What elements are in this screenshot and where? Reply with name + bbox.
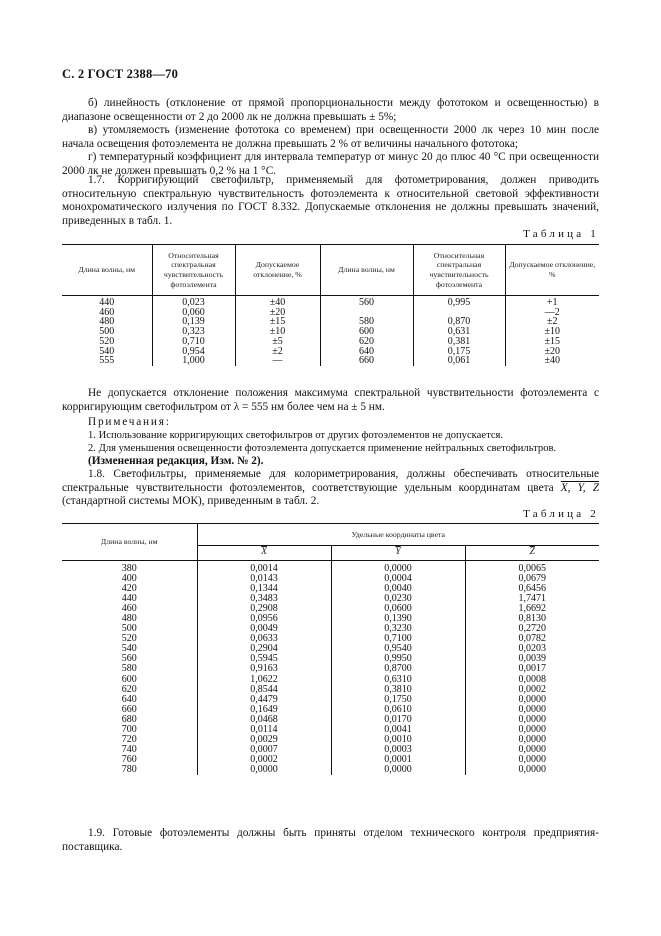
table-cell: 0,0143 bbox=[197, 574, 331, 584]
table-cell: 0,0010 bbox=[331, 735, 465, 745]
table-cell: 0,023 bbox=[152, 296, 235, 308]
table-cell: 440 bbox=[121, 593, 137, 605]
table-cell: 0,0000 bbox=[465, 745, 599, 755]
table-cell: 440 bbox=[99, 297, 115, 308]
table-cell: 0,3810 bbox=[331, 685, 465, 695]
table-cell: 0,0004 bbox=[331, 574, 465, 584]
table-cell: 0,9950 bbox=[331, 654, 465, 664]
table-cell: 0,0114 bbox=[197, 725, 331, 735]
table-row bbox=[62, 664, 599, 674]
table-cell: 0,0000 bbox=[197, 765, 331, 775]
page-header: С. 2 ГОСТ 2388—70 bbox=[62, 67, 179, 81]
table-row bbox=[62, 765, 599, 775]
table-cell: 1,7471 bbox=[465, 594, 599, 604]
table-cell: 680 bbox=[121, 713, 137, 725]
table-row bbox=[62, 308, 599, 318]
table-cell: 0,710 bbox=[152, 337, 235, 347]
table-cell: 555 bbox=[99, 355, 115, 367]
table-cell: 0,0041 bbox=[331, 725, 465, 735]
table-row bbox=[62, 337, 599, 347]
table-cell: 520 bbox=[99, 335, 115, 347]
table-cell: —2 bbox=[505, 308, 599, 318]
table-2 bbox=[62, 523, 599, 775]
table1-header: Длина волны, нм bbox=[78, 265, 136, 275]
table-cell: 0,2908 bbox=[197, 604, 331, 614]
table-cell: 0,0002 bbox=[197, 755, 331, 765]
table-row bbox=[62, 561, 599, 575]
paragraph-1-9: 1.9. Готовые фотоэлементы должны быть приняты отделом технического контроля предприятия-поставщика. bbox=[62, 827, 599, 853]
table-cell: 600 bbox=[320, 327, 413, 337]
table-cell: ±10 bbox=[505, 327, 599, 337]
table-cell: 0,3483 bbox=[197, 594, 331, 604]
paragraph-1-8-tail: (стандартной системы МОК), приведенным в табл. 2. bbox=[62, 495, 320, 508]
table-cell: 0,0039 bbox=[465, 654, 599, 664]
paragraph-g: г) температурный коэффициент для интервала температур от минус 20 до плюс 40 °С при освещенности 2000 лк не должен превышать 0,2 % на 1 °С. bbox=[62, 151, 599, 177]
table-cell: 0,0000 bbox=[465, 695, 599, 705]
table-cell: 0,0000 bbox=[465, 715, 599, 725]
table-cell: 380 bbox=[121, 563, 137, 574]
note-1: 1. Использование корригирующих светофильтров от других фотоэлементов не допускается. bbox=[88, 430, 504, 441]
table-cell: 480 bbox=[99, 316, 115, 328]
table1-header: Допускаемое отклонение, % bbox=[235, 245, 320, 296]
table-cell: 560 bbox=[121, 653, 137, 665]
table-cell: 780 bbox=[121, 763, 137, 775]
table-row bbox=[62, 317, 599, 327]
table1-header: Относительная спектральная чувствительность фотоэлемента bbox=[413, 245, 505, 296]
table-cell: 520 bbox=[121, 633, 137, 645]
table-cell: 0,323 bbox=[152, 327, 235, 337]
table-cell: 0,1750 bbox=[331, 695, 465, 705]
table-cell: 0,0007 bbox=[197, 745, 331, 755]
table-cell: 0,4479 bbox=[197, 695, 331, 705]
table-cell: 0,1390 bbox=[331, 614, 465, 624]
table-cell: 0,061 bbox=[413, 356, 505, 366]
table-cell: 0,2904 bbox=[197, 644, 331, 654]
table-cell: 0,9540 bbox=[331, 644, 465, 654]
table2-sub-header bbox=[331, 546, 465, 561]
table-cell: ±20 bbox=[235, 308, 320, 318]
table-cell: 0,0170 bbox=[331, 715, 465, 725]
table-cell: 0,0633 bbox=[197, 634, 331, 644]
table-cell: 0,0468 bbox=[197, 715, 331, 725]
table1-header: Допускаемое отклонение, % bbox=[505, 245, 599, 296]
table-cell: 0,1649 bbox=[197, 705, 331, 715]
table-cell: 700 bbox=[121, 723, 137, 735]
table-cell: 0,995 bbox=[413, 296, 505, 308]
table-cell: 760 bbox=[121, 753, 137, 765]
paragraph-1-7: 1.7. Корригирующий светофильтр, применяемый для фотометрирования, должен приводить относительную спектральную чувствительность фотоэлемента к относительной световой эффективности монохроматического излучения по ГОСТ 8.332. Допускаемые отклонения не должны превышать значений, приведенных в табл. 1. bbox=[62, 174, 599, 227]
table-row bbox=[62, 327, 599, 337]
table-cell: 460 bbox=[99, 306, 115, 318]
table-cell: 0,0782 bbox=[465, 634, 599, 644]
table-cell: 0,9163 bbox=[197, 664, 331, 674]
table-cell: 0,0679 bbox=[465, 574, 599, 584]
table-cell: 620 bbox=[320, 337, 413, 347]
table-cell: 0,2720 bbox=[465, 624, 599, 634]
table-cell: ±5 bbox=[235, 337, 320, 347]
table-cell: 0,1344 bbox=[197, 584, 331, 594]
table-cell: 0,0956 bbox=[197, 614, 331, 624]
table-cell: 580 bbox=[121, 663, 137, 675]
table-cell: 0,139 bbox=[152, 317, 235, 327]
table-cell: 740 bbox=[121, 743, 137, 755]
table-cell: 0,0000 bbox=[465, 765, 599, 775]
paragraph-v: в) утомляемость (изменение фототока со временем) при освещенности 2000 лк через 10 мин после начала освещения фотоэлемента не должна превышать 2 % от величины начального фототока; bbox=[62, 124, 599, 150]
table2-group-header: Удельные координаты цвета bbox=[197, 524, 599, 546]
note-2: 2. Для уменьшения освещенности фотоэлемента допускается применение нейтральных светофильтров. bbox=[88, 443, 557, 454]
table-cell: ±15 bbox=[505, 337, 599, 347]
table-cell: 400 bbox=[121, 573, 137, 585]
table-cell: 720 bbox=[121, 733, 137, 745]
y-symbol: $\overline{Y}$ bbox=[395, 547, 401, 558]
table-cell: 0,0203 bbox=[465, 644, 599, 654]
table-cell: 480 bbox=[121, 613, 137, 625]
table-cell: 0,8130 bbox=[465, 614, 599, 624]
table-cell: 0,0014 bbox=[197, 561, 331, 575]
table2-sub-header bbox=[465, 546, 599, 561]
table-cell: 1,000 bbox=[152, 356, 235, 366]
z-symbol: $\overline{Z}$ bbox=[529, 547, 535, 558]
table-cell: 420 bbox=[121, 583, 137, 595]
table-cell: ±40 bbox=[235, 296, 320, 308]
table-cell: ±10 bbox=[235, 327, 320, 337]
table-cell: 500 bbox=[121, 623, 137, 635]
table-cell: 620 bbox=[121, 683, 137, 695]
table-row bbox=[62, 347, 599, 357]
table-cell: 0,0000 bbox=[331, 765, 465, 775]
table-1 bbox=[62, 244, 599, 366]
table-cell: 580 bbox=[320, 317, 413, 327]
table-cell: 0,0029 bbox=[197, 735, 331, 745]
table-cell: ±2 bbox=[235, 347, 320, 357]
table-cell: 0,0000 bbox=[465, 755, 599, 765]
paragraph-max-deviation: Не допускается отклонение положения максимума спектральной чувствительности фотоэлемента с корригирующим светофильтром от λ = 555 нм более чем на ± 5 нм. bbox=[62, 387, 599, 413]
table-cell: 0,0049 bbox=[197, 624, 331, 634]
table-cell: ±2 bbox=[505, 317, 599, 327]
table-cell: 640 bbox=[320, 347, 413, 357]
table-cell: 540 bbox=[121, 643, 137, 655]
table-cell: 0,3230 bbox=[331, 624, 465, 634]
table1-caption: Таблица 1 bbox=[523, 228, 599, 240]
table-cell: 0,060 bbox=[152, 308, 235, 318]
table-cell: 0,0000 bbox=[465, 725, 599, 735]
table-cell: 0,0230 bbox=[331, 594, 465, 604]
table2-wavelength-header: Длина волны, нм bbox=[100, 537, 158, 547]
table-cell: 0,631 bbox=[413, 327, 505, 337]
paragraph-1-8 bbox=[62, 468, 599, 509]
table-cell: 560 bbox=[320, 296, 413, 308]
table-cell: 0,8700 bbox=[331, 664, 465, 674]
table-cell: 0,8544 bbox=[197, 685, 331, 695]
table-cell: 1,0622 bbox=[197, 675, 331, 685]
table-cell: 0,0000 bbox=[331, 561, 465, 575]
notes-title: Примечания: bbox=[88, 416, 171, 428]
table-cell: 600 bbox=[121, 673, 137, 685]
table-cell: 0,381 bbox=[413, 337, 505, 347]
table-cell: 0,5945 bbox=[197, 654, 331, 664]
table-cell: 0,7100 bbox=[331, 634, 465, 644]
table-cell: — bbox=[235, 356, 320, 366]
table-cell: 660 bbox=[320, 356, 413, 366]
table-cell: 0,0000 bbox=[465, 705, 599, 715]
x-symbol: $\overline{X}$ bbox=[261, 547, 267, 558]
table-cell: 0,175 bbox=[413, 347, 505, 357]
table-cell: 0,0001 bbox=[331, 755, 465, 765]
table1-header: Длина волны, нм bbox=[320, 245, 413, 296]
table-cell: 0,954 bbox=[152, 347, 235, 357]
table-cell: 0,0017 bbox=[465, 664, 599, 674]
edition-note: (Измененная редакция, Изм. № 2). bbox=[88, 455, 264, 467]
table1-header: Относительная спектральная чувствительность фотоэлемента bbox=[152, 245, 235, 296]
table-cell: 0,0040 bbox=[331, 584, 465, 594]
table2-caption: Таблица 2 bbox=[523, 508, 599, 520]
table-cell: 660 bbox=[121, 703, 137, 715]
table-cell: 0,0065 bbox=[465, 561, 599, 575]
table-cell: ±40 bbox=[505, 356, 599, 366]
table-cell: 0,0600 bbox=[331, 604, 465, 614]
table-cell: 0,0002 bbox=[465, 685, 599, 695]
table-cell: 0,0003 bbox=[331, 745, 465, 755]
table-cell: 640 bbox=[121, 693, 137, 705]
table-cell: 0,0008 bbox=[465, 675, 599, 685]
paragraph-1-8-text: 1.8. Светофильтры, применяемые для колориметрирования, должны обеспечивать относительные спектральные чувствительности фотоэлементов, соответствующие удельным координатам цвета bbox=[62, 468, 599, 494]
xyz-symbols: X, Y, Z bbox=[560, 481, 599, 494]
table-cell: 500 bbox=[99, 326, 115, 338]
table-cell: ±15 bbox=[235, 317, 320, 327]
table-cell: 0,6456 bbox=[465, 584, 599, 594]
table2-sub-header bbox=[197, 546, 331, 561]
table-cell: 0,870 bbox=[413, 317, 505, 327]
table-cell: +1 bbox=[505, 296, 599, 308]
table-cell: 0,6310 bbox=[331, 675, 465, 685]
table-cell: ±20 bbox=[505, 347, 599, 357]
table-row bbox=[62, 356, 599, 366]
table-row bbox=[62, 296, 599, 308]
table-cell: 1,6692 bbox=[465, 604, 599, 614]
table-cell: 460 bbox=[121, 603, 137, 615]
table-cell: 0,0610 bbox=[331, 705, 465, 715]
paragraph-b: б) линейность (отклонение от прямой пропорциональности между фототоком и освещенностью) в диапазоне освещенности от 2 до 2000 лк не должна превышать ± 5%; bbox=[62, 97, 599, 123]
table-cell: 540 bbox=[99, 345, 115, 357]
table-cell: 0,0000 bbox=[465, 735, 599, 745]
